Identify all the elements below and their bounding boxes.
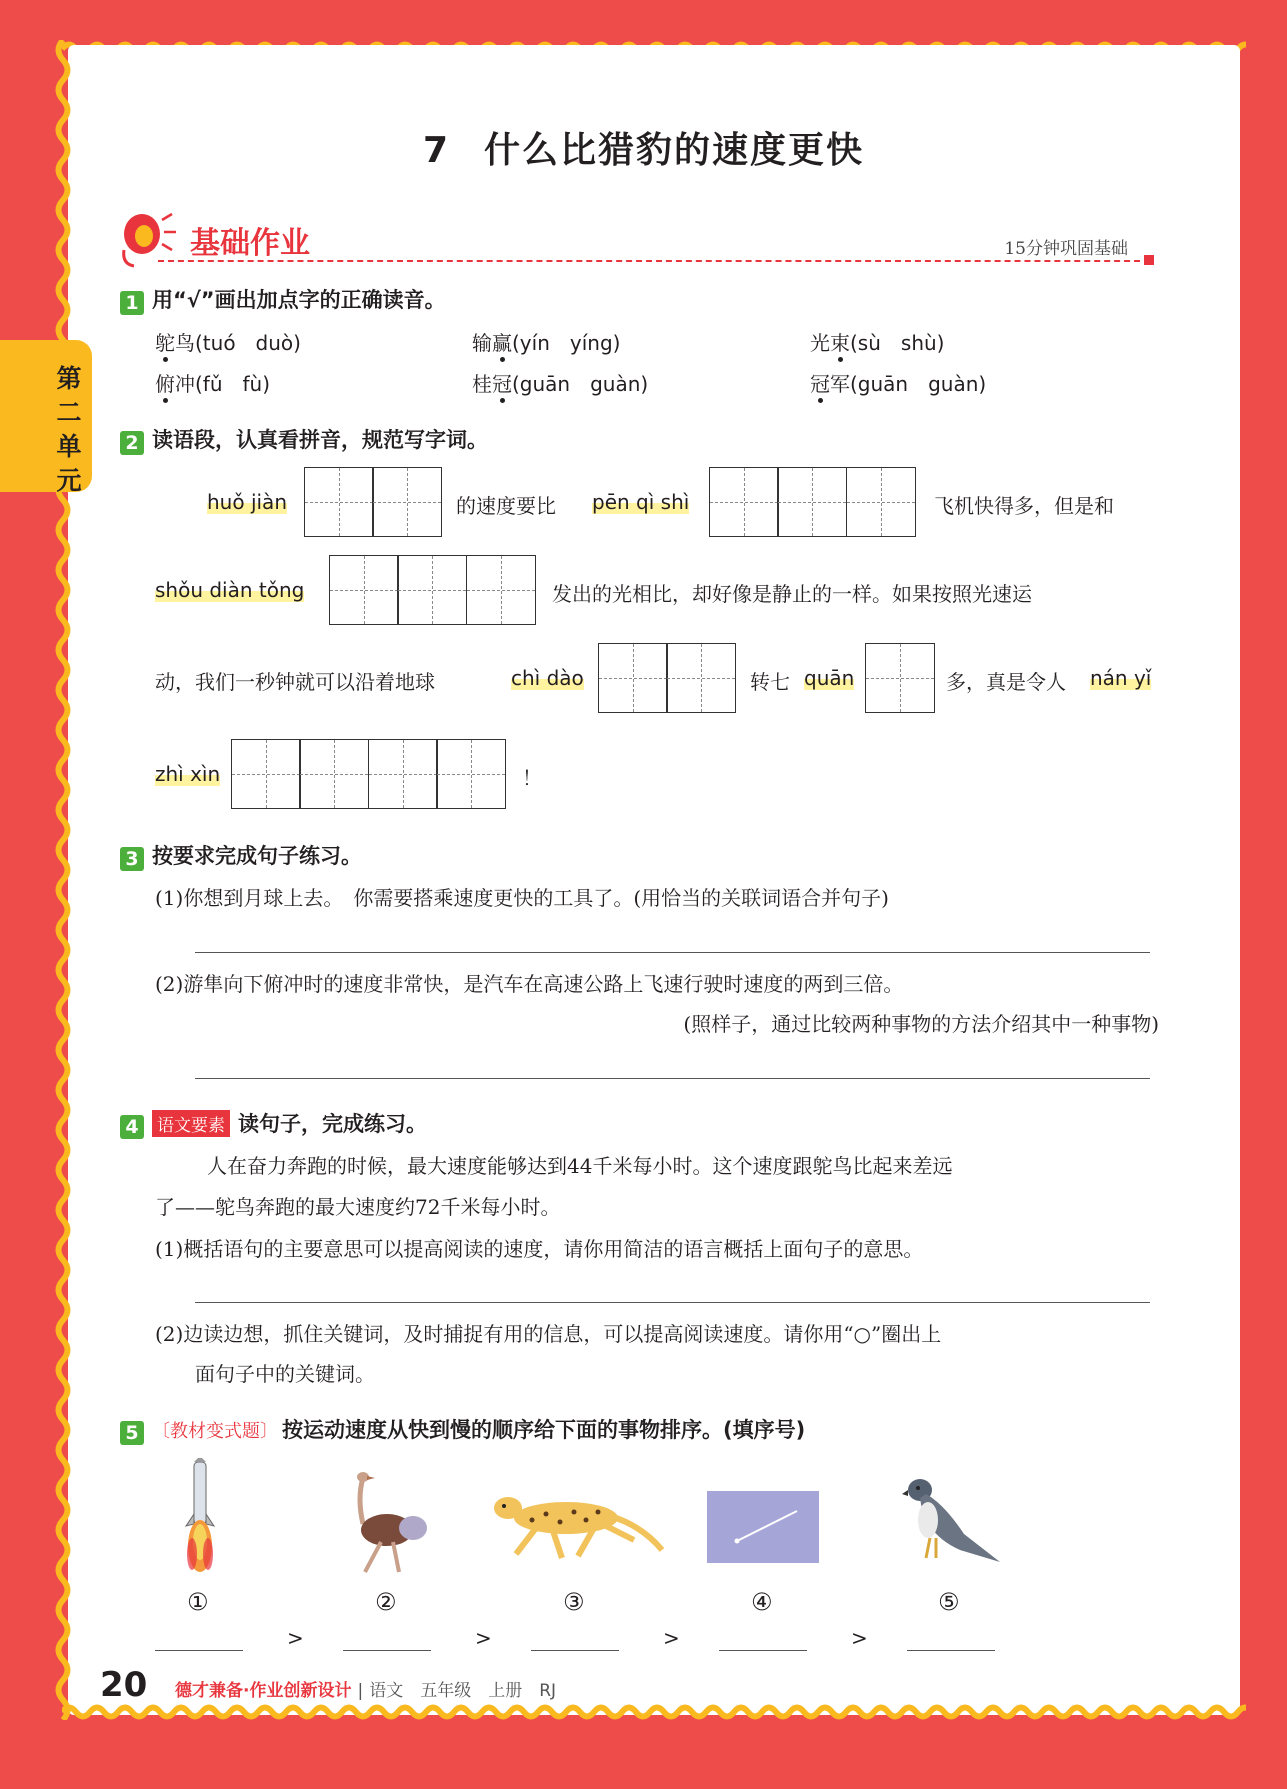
cheetah-illustration (486, 1484, 666, 1566)
label-2: ② (375, 1588, 397, 1616)
section-label: 基础作业 (190, 226, 310, 261)
section-note: 15分钟巩固基础 (1004, 239, 1128, 259)
q2-text-4: 动，我们一秒钟就可以沿着地球 (155, 670, 435, 694)
q1-item-4: 俯冲(fǔ fù) (155, 368, 270, 397)
q3-number: 3 (120, 847, 144, 871)
footer-info: 语文 五年级 上册 RJ (369, 1681, 557, 1701)
q2-text-1: 的速度要比 (456, 494, 556, 518)
q3-answer-line-2[interactable] (195, 1078, 1150, 1079)
q2-text-2: 飞机快得多，但是和 (934, 494, 1114, 518)
order-blank-5[interactable] (907, 1650, 995, 1651)
wavy-border-left (54, 40, 72, 1720)
q3-sentence-1: (1)你想到月球上去。 你需要搭乘速度更快的工具了。(用恰当的关联词语合并句子) (155, 886, 889, 910)
label-4: ④ (751, 1588, 773, 1616)
q4-heading (120, 1108, 427, 1139)
q1-item-5: 桂冠(guān guàn) (472, 368, 648, 397)
order-blank-4[interactable] (719, 1650, 807, 1651)
dotted-char: 鸵 (155, 327, 175, 356)
order-blank-1[interactable] (155, 1650, 243, 1651)
dotted-char: 冠 (492, 368, 512, 397)
section-header (118, 210, 1160, 270)
unit-side-tab (0, 340, 92, 495)
pinyin-penqishi: pēn qì shì (592, 490, 690, 514)
greater-than-4: > (851, 1626, 868, 1650)
q2-text-3: 发出的光相比，却好像是静止的一样。如果按照光速运 (552, 582, 1032, 606)
write-grid-huojian[interactable] (305, 467, 442, 537)
order-blank-2[interactable] (343, 1650, 431, 1651)
dotted-char: 束 (830, 327, 850, 356)
q1-number: 1 (120, 291, 144, 315)
q4-sentence-2b: 面句子中的关键词。 (195, 1362, 375, 1386)
greater-than-3: > (663, 1626, 680, 1650)
q4-paragraph-2: 了——鸵鸟奔跑的最大速度约72千米每小时。 (155, 1195, 561, 1219)
pinyin-shoudiantong: shǒu diàn tǒng (155, 578, 305, 602)
q5-tag: 〔教材变式题〕 (152, 1421, 278, 1442)
dotted-char: 俯 (155, 368, 175, 397)
q2-heading (120, 424, 488, 455)
section-divider-end (1144, 255, 1154, 265)
q5-number: 5 (120, 1421, 144, 1445)
q4-sentence-2a: (2)边读边想，抓住关键词，及时捕捉有用的信息，可以提高阅读速度。请你用“○”圈出上 (155, 1322, 942, 1346)
q1-item-3: 光束(sù shù) (810, 327, 944, 356)
q3-heading (120, 840, 362, 871)
dotted-char: 冠 (810, 368, 830, 397)
dotted-char: 赢 (492, 327, 512, 356)
pinyin-nanyi: nán yǐ (1090, 666, 1152, 690)
footer-brand: 德才兼备·作业创新设计 (175, 1681, 352, 1701)
section-divider (158, 260, 1150, 262)
label-1: ① (187, 1588, 209, 1616)
q4-prompt: 读句子，完成练习。 (238, 1112, 427, 1136)
greater-than-1: > (287, 1626, 304, 1650)
q5-heading (120, 1414, 805, 1445)
write-grid-shoudiantong[interactable] (330, 555, 536, 625)
write-grid-quan[interactable] (866, 643, 935, 713)
pinyin-huojian: huǒ jiàn (207, 490, 287, 514)
write-grid-penqishi[interactable] (710, 467, 916, 537)
footer-text (175, 1676, 556, 1701)
unit-label: 第二单元 (56, 364, 82, 495)
wavy-border-bottom (62, 1703, 1246, 1721)
q4-sentence-1: (1)概括语句的主要意思可以提高阅读的速度，请你用简洁的语言概括上面句子的意思。 (155, 1237, 924, 1261)
q4-paragraph-1: 人在奋力奔跑的时候，最大速度能够达到44千米每小时。这个速度跟鸵鸟比起来差远 (207, 1154, 953, 1178)
q2-number: 2 (120, 431, 144, 455)
label-5: ⑤ (938, 1588, 960, 1616)
q2-text-6: 多，真是令人 (946, 670, 1066, 694)
pinyin-zhixin: zhì xìn (155, 762, 221, 786)
greater-than-2: > (475, 1626, 492, 1650)
q5-prompt: 按运动速度从快到慢的顺序给下面的事物排序。(填序号) (282, 1418, 806, 1442)
pinyin-quan: quān (804, 666, 855, 690)
q1-item-1: 鸵鸟(tuó duò) (155, 327, 301, 356)
q4-number: 4 (120, 1115, 144, 1139)
q4-tag: 语文要素 (152, 1110, 230, 1137)
order-blank-3[interactable] (531, 1650, 619, 1651)
q3-prompt: 按要求完成句子练习。 (152, 844, 362, 868)
footer-divider: | (357, 1681, 364, 1701)
light-beam-illustration (707, 1491, 819, 1563)
q1-prompt: 用“√”画出加点字的正确读音。 (152, 288, 446, 312)
q1-item-6: 冠军(guān guàn) (810, 368, 986, 397)
q2-text-7: ！ (522, 766, 542, 790)
q3-sentence-2: (2)游隼向下俯冲时的速度非常快，是汽车在高速公路上飞速行驶时速度的两到三倍。 (155, 972, 904, 996)
q4-answer-line[interactable] (195, 1302, 1150, 1303)
falcon-illustration (900, 1474, 1006, 1566)
pinyin-chidao: chì dào (511, 666, 584, 690)
page-number: 20 (100, 1665, 148, 1705)
write-grid-zhixin[interactable] (232, 739, 506, 809)
lesson-number: 7 (422, 130, 451, 171)
page-title (0, 122, 1287, 173)
q2-prompt: 读语段，认真看拼音，规范写字词。 (152, 428, 488, 452)
q1-item-2: 输赢(yín yíng) (472, 327, 620, 356)
ostrich-illustration (343, 1468, 433, 1578)
q2-text-5: 转七 (750, 670, 790, 694)
rocket-illustration (178, 1458, 222, 1580)
q1-heading (120, 284, 446, 315)
lesson-title: 什么比猎豹的速度更快 (484, 130, 865, 171)
q3-sentence-2-note: (照样子，通过比较两种事物的方法介绍其中一种事物) (683, 1012, 1159, 1036)
q3-answer-line-1[interactable] (195, 952, 1150, 953)
label-3: ③ (563, 1588, 585, 1616)
write-grid-chidao[interactable] (599, 643, 736, 713)
